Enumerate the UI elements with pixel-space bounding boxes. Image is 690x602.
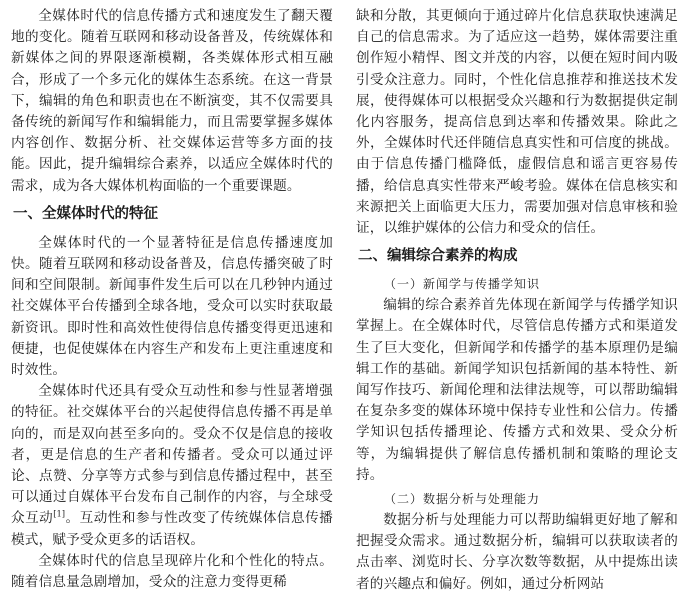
subsection-title-data-analysis <box>384 490 678 509</box>
section-title-editor-literacy: 二、编辑综合素养的构成 <box>358 248 518 265</box>
paragraph-audience-interaction-tail: 。互动性和参与性改变了传统媒体信息传播模式，赋予受众更多的话语权。 <box>11 510 333 548</box>
paragraph-fragmentation-continued: 缺和分散，其更倾向于通过碎片化信息获取快速满足自己的信息需求。为了适应这一趋势，媒体需要注重创作短小精悍、图文并茂的内容，以便在短时间内吸引受众注意力。同时，个性化信息推荐和推送技术发展，使得媒体可以根据受众兴趣和行为数据提供定制化内容服务，提高信息到达率和传播效果。除此之外，全媒体时代还伴随信息真实性和可信度的挑战。由于信息传播门槛降低，虚假信息和谣言更容易传播，给信息真实性带来严峻考验。媒体在信息核实和来源把关上面临更大压力，需要加强对信息审核和验证，以维护媒体的公信力和受众的信任。 <box>356 8 678 237</box>
intro-paragraph: 全媒体时代的信息传播方式和速度发生了翻天覆地的变化。随着互联网和移动设备普及，传统媒体和新媒体之间的界限逐渐模糊，各类媒体形式相互融合，形成了一个多元化的媒体生态系统。在这一背景下，编辑的角色和职责也在不断演变，其不仅需要具备传统的新闻写作和编辑能力，而且需要掌握多媒体内容创作、数据分析、社交媒体运营等多方面的技能。因此，提升编辑综合素养，以适应全媒体时代的需求，成为各大媒体机构面临的一个重要课题。 <box>11 8 333 194</box>
paragraph-fragmentation-start: 全媒体时代的信息呈现碎片化和个性化的特点。随着信息量急剧增加，受众的注意力变得更稀 <box>11 552 333 591</box>
paragraph-journalism-knowledge: 编辑的综合素养首先体现在新闻学与传播学知识掌握上。在全媒体时代，尽管信息传播方式和渠道发生了巨大变化，但新闻学和传播学的基本原理仍是编辑工作的基础。新闻学知识包括新闻的基本特性、新闻写作技巧、新闻伦理和法律法规等，可以帮助编辑在复杂多变的媒体环境中保持专业性和公信力。传播学知识包括传播理论、传播方式和效果、受众分析等，为编辑提供了解信息传播机制和策略的理论支持。 <box>356 297 678 483</box>
subsection-number: （一） <box>384 277 424 292</box>
section-title-media-era-features: 一、全媒体时代的特征 <box>13 205 158 222</box>
subsection-number: （二） <box>384 492 424 507</box>
subsection-text: 数据分析与处理能力 <box>423 492 541 507</box>
left-column <box>11 6 333 593</box>
subsection-title-journalism-knowledge <box>384 275 678 294</box>
subsection-text: 新闻学与传播学知识 <box>423 277 541 292</box>
paragraph-audience-interaction <box>11 381 333 551</box>
paragraph-data-analysis: 数据分析与处理能力可以帮助编辑更好地了解和把握受众需求。通过数据分析，编辑可以获取读者的点击率、浏览时长、分享次数等数据，从中提炼出读者的兴趣点和偏好。例如，通过分析网站 <box>356 512 678 592</box>
paragraph-transmission-speed: 全媒体时代的一个显著特征是信息传播速度加快。随着互联网和移动设备普及，信息传播突破了时间和空间限制。新闻事件发生后可以在几秒钟内通过社交媒体平台传播到全球各地，受众可以实时获取最新资讯。即时性和高效性使得信息传播变得更迅速和便捷，也促使媒体在内容生产和发布上更注重速度和时效性。 <box>11 234 333 379</box>
paragraph-audience-interaction-text: 全媒体时代还具有受众互动性和参与性显著增强的特征。社交媒体平台的兴起使得信息传播不再是单向的，而是双向甚至多向的。受众不仅是信息的接收者，更是信息的生产者和传播者。受众可以通过评论、点赞、分享等方式参与到信息传播过程中，甚至可以通过自媒体平台发布自己制作的内容，与全球受众互动 <box>11 383 333 527</box>
right-column <box>356 6 678 595</box>
citation-marker: [1] <box>53 509 66 519</box>
